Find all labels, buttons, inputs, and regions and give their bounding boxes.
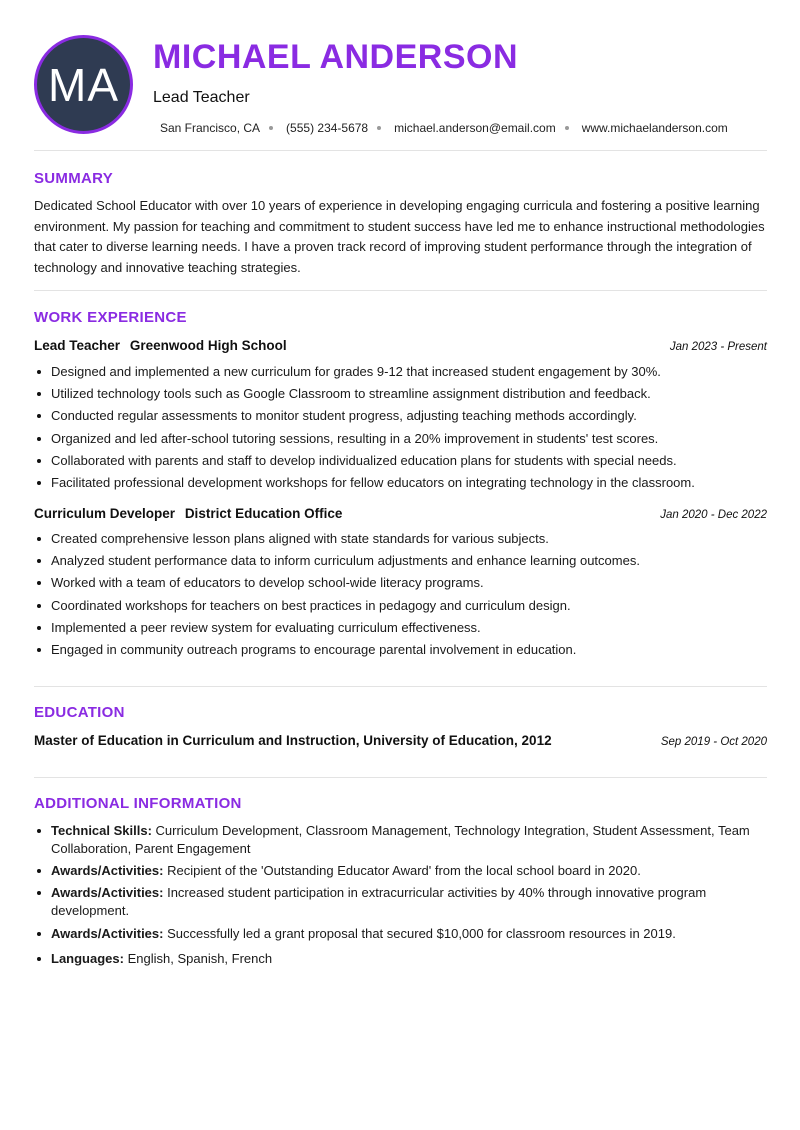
contact-phone[interactable]: (555) 234-5678 [286,121,369,135]
section-divider [34,686,767,687]
list-item: Collaborated with parents and staff to develop individualized education plans for students with special needs. [34,452,774,470]
candidate-name: MICHAEL ANDERSON [153,38,519,76]
item-label: Technical Skills: [51,823,152,838]
item-text: Recipient of the 'Outstanding Educator Award' from the local school board in 2020. [167,863,641,879]
item-text: Increased student participation in extracurricular activities by 40% through innovative program development. [51,885,707,919]
item-label: Awards/Activities: [51,885,164,901]
section-divider [34,150,767,151]
additional-list [34,822,774,972]
list-item: Worked with a team of educators to develop school-wide literacy programs. [34,574,774,592]
list-item: Engaged in community outreach programs to encourage parental involvement in education. [34,641,774,659]
section-divider [34,777,767,778]
job-role: Lead Teacher [34,338,121,353]
list-item [34,822,774,858]
list-item: Designed and implemented a new curriculum for grades 9-12 that increased student engagement by 30%. [34,363,774,381]
job-bullets [34,363,774,496]
separator-dot-icon [565,126,569,130]
education-entry [34,733,767,748]
list-item [34,862,774,880]
list-item: Conducted regular assessments to monitor student progress, adjusting teaching methods accordingly. [34,407,774,425]
list-item: Implemented a peer review system for evaluating curriculum effectiveness. [34,619,774,637]
list-item: Utilized technology tools such as Google Classroom to streamline assignment distribution and feedback. [34,385,774,403]
candidate-title: Lead Teacher [153,89,250,106]
avatar-initials: MA [48,58,119,111]
education-dates: Sep 2019 - Oct 2020 [660,736,767,748]
education-heading: EDUCATION [34,704,125,721]
summary-text: Dedicated School Educator with over 10 years of experience in developing engaging curricula and fostering a positive learning environment. My passion for teaching and commitment to student success have led me to enhance instructional methodologies that cater to diverse learning needs. I have a proven track record of improving student performance through the integration of technology and innovative teaching strategies. [34,198,765,275]
section-divider [34,290,767,291]
item-text: Curriculum Development, Classroom Management, Technology Integration, Student Assessment, Team Collaboration, Parent Engagement [51,823,750,856]
item-label: Languages: [51,950,124,966]
separator-dot-icon [269,126,273,130]
contact-location: San Francisco, CA [160,121,261,135]
list-item: Analyzed student performance data to inform curriculum adjustments and enhance learning outcomes. [34,552,774,570]
item-label: Awards/Activities: [51,925,164,941]
list-item: Coordinated workshops for teachers on best practices in pedagogy and curriculum design. [34,597,774,615]
contact-email-link[interactable]: michael.anderson@email.com [394,121,556,135]
contact-website-link[interactable]: www.michaelanderson.com [581,121,728,135]
avatar [34,35,133,134]
job-role: Curriculum Developer [34,506,176,521]
job-header [34,338,767,353]
list-item [34,950,774,968]
separator-dot-icon [377,126,381,130]
list-item [34,925,774,943]
item-text: Successfully led a grant proposal that secured $10,000 for classroom resources in 2019. [167,925,676,941]
job-bullets [34,530,774,663]
list-item: Created comprehensive lesson plans aligned with state standards for various subjects. [34,530,774,548]
item-text: English, Spanish, French [127,950,273,966]
list-item [34,884,774,920]
contact-bar [160,121,728,135]
job-organization: Greenwood High School [129,338,287,353]
job-dates: Jan 2020 - Dec 2022 [660,509,767,521]
summary-heading: SUMMARY [34,170,114,187]
education-degree: Master of Education in Curriculum and Instruction, University of Education, 2012 [34,733,552,748]
item-label: Awards/Activities: [51,863,164,879]
job-header [34,506,767,521]
list-item: Facilitated professional development workshops for fellow educators on integrating technology in the classroom. [34,474,774,492]
job-dates: Jan 2023 - Present [669,341,767,353]
additional-heading: ADDITIONAL INFORMATION [34,795,242,812]
list-item: Organized and led after-school tutoring sessions, resulting in a 20% improvement in students' test scores. [34,430,774,448]
job-organization: District Education Office [184,506,343,521]
experience-heading: WORK EXPERIENCE [34,309,187,326]
